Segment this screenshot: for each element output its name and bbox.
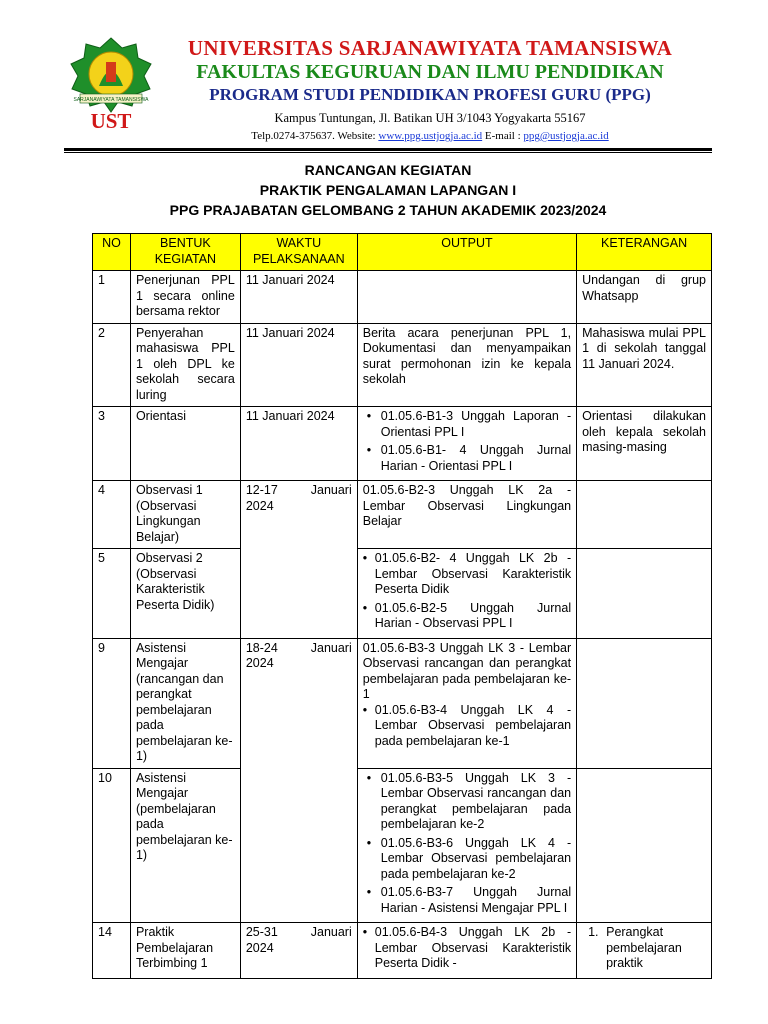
header-output: OUTPUT bbox=[357, 234, 576, 271]
cell-keterangan bbox=[577, 923, 712, 979]
header-rule-thin bbox=[64, 152, 712, 153]
cell-bentuk: Penyerahan mahasiswa PPL 1 oleh DPL ke sekolah secara luring bbox=[130, 323, 240, 407]
university-name: UNIVERSITAS SARJANAWIYATA TAMANSISWA bbox=[187, 36, 673, 60]
cell-keterangan bbox=[577, 481, 712, 549]
cell-output bbox=[357, 638, 576, 768]
letterhead-text bbox=[160, 36, 700, 144]
cell-keterangan: Undangan di grup Whatsapp bbox=[577, 271, 712, 324]
faculty-name: FAKULTAS KEGURUAN DAN ILMU PENDIDIKAN bbox=[196, 61, 664, 83]
output-item: • 01.05.6-B3-5 Unggah LK 3 - Lembar Observasi rancangan dan perangkat pembelajaran pada pembelajaran ke-2 bbox=[363, 771, 571, 833]
cell-output bbox=[357, 549, 576, 639]
header-keterangan: KETERANGAN bbox=[577, 234, 712, 271]
output-item: • 01.05.6-B2-5 Unggah Jurnal Harian - Observasi PPL I bbox=[363, 601, 571, 632]
output-item: • 01.05.6-B2- 4 Unggah LK 2b - Lembar Observasi Karakteristik Peserta Didik bbox=[363, 551, 571, 598]
cell-no: 2 bbox=[93, 323, 131, 407]
cell-no: 5 bbox=[93, 549, 131, 639]
output-item: • 01.05.6-B3-6 Unggah LK 4 - Lembar Observasi pembelajaran pada pembelajaran ke-2 bbox=[363, 836, 571, 883]
cell-bentuk: Observasi 2 (Observasi Karakteristik Peserta Didik) bbox=[130, 549, 240, 639]
program-name: PROGRAM STUDI PENDIDIKAN PROFESI GURU (PPG) bbox=[209, 85, 651, 104]
cell-waktu: 12-17 Januari 2024 bbox=[240, 481, 357, 639]
cell-bentuk: Observasi 1 (Observasi Lingkungan Belajar) bbox=[130, 481, 240, 549]
telephone-label: Telp.0274-375637. Website: bbox=[251, 130, 379, 142]
table-row bbox=[93, 271, 712, 324]
cell-keterangan bbox=[577, 768, 712, 923]
cell-output bbox=[357, 768, 576, 923]
header-waktu: WAKTU PELAKSANAAN bbox=[240, 234, 357, 271]
title-line-2: PRAKTIK PENGALAMAN LAPANGAN I bbox=[259, 182, 517, 198]
cell-bentuk: Asistensi Mengajar (rancangan dan perangkat pembelajaran pada pembelajaran ke-1) bbox=[130, 638, 240, 768]
cell-no: 1 bbox=[93, 271, 131, 324]
table-row bbox=[93, 923, 712, 979]
cell-waktu: 18-24 Januari 2024 bbox=[240, 638, 357, 923]
website-link[interactable]: www.ppg.ustjogja.ac.id bbox=[378, 130, 483, 142]
logo-ust-text: UST bbox=[90, 109, 132, 133]
cell-waktu: 11 Januari 2024 bbox=[240, 407, 357, 481]
header-bentuk: BENTUK KEGIATAN bbox=[130, 234, 240, 271]
keterangan-item-text: Perangkat pembelajaran praktik bbox=[606, 925, 682, 970]
cell-output: Berita acara penerjunan PPL 1, Dokumentasi dan menyampaikan surat permohonan izin ke kepala sekolah bbox=[357, 323, 576, 407]
title-line-1: RANCANGAN KEGIATAN bbox=[304, 162, 472, 178]
cell-bentuk: Penerjunan PPL 1 secara online bersama rektor bbox=[130, 271, 240, 324]
output-text: 01.05.6-B3-3 Unggah LK 3 - Lembar Observasi rancangan dan perangkat pembelajaran pada pembelajaran ke-1 bbox=[362, 640, 572, 701]
activity-table bbox=[92, 233, 712, 979]
cell-output: 01.05.6-B2-3 Unggah LK 2a - Lembar Observasi Lingkungan Belajar bbox=[357, 481, 576, 549]
output-item: • 01.05.6-B1- 4 Unggah Jurnal Harian - Orientasi PPL I bbox=[363, 443, 571, 474]
email-link[interactable]: ppg@ustjogja.ac.id bbox=[523, 130, 609, 142]
email-label: E-mail : bbox=[482, 130, 524, 142]
header-no: NO bbox=[93, 234, 131, 271]
output-item: • 01.05.6-B3-4 Unggah LK 4 - Lembar Observasi pembelajaran pada pembelajaran ke-1 bbox=[363, 703, 571, 750]
cell-bentuk: Praktik Pembelajaran Terbimbing 1 bbox=[130, 923, 240, 979]
output-item: • 01.05.6-B4-3 Unggah LK 2b - Lembar Observasi Karakteristik Peserta Didik - bbox=[363, 925, 571, 972]
cell-bentuk: Asistensi Mengajar (pembelajaran pada pembelajaran ke-1) bbox=[130, 768, 240, 923]
table-row bbox=[93, 323, 712, 407]
cell-no: 3 bbox=[93, 407, 131, 481]
address: Kampus Tuntungan, Jl. Batikan UH 3/1043 Yogyakarta 55167 bbox=[274, 111, 586, 125]
cell-keterangan: Mahasiswa mulai PPL 1 di sekolah tanggal 11 Januari 2024. bbox=[577, 323, 712, 407]
cell-no: 4 bbox=[93, 481, 131, 549]
cell-bentuk: Orientasi bbox=[130, 407, 240, 481]
keterangan-item-number: 1. bbox=[588, 925, 599, 939]
cell-keterangan: Orientasi dilakukan oleh kepala sekolah masing-masing bbox=[577, 407, 712, 481]
table-row bbox=[93, 768, 712, 923]
cell-waktu: 25-31 Januari 2024 bbox=[240, 923, 357, 979]
cell-waktu: 11 Januari 2024 bbox=[240, 323, 357, 407]
cell-output bbox=[357, 271, 576, 324]
cell-keterangan bbox=[577, 638, 712, 768]
cell-output bbox=[357, 407, 576, 481]
table-header-row bbox=[93, 234, 712, 271]
table-row bbox=[93, 407, 712, 481]
title-line-3: PPG PRAJABATAN GELOMBANG 2 TAHUN AKADEMIK 2023/2024 bbox=[169, 202, 607, 218]
contact-line bbox=[160, 128, 700, 144]
cell-waktu: 11 Januari 2024 bbox=[240, 271, 357, 324]
table-row bbox=[93, 638, 712, 768]
header-rule-thick bbox=[64, 148, 712, 151]
cell-no: 14 bbox=[93, 923, 131, 979]
document-titles bbox=[64, 160, 712, 220]
table-row bbox=[93, 549, 712, 639]
output-item: • 01.05.6-B1-3 Unggah Laporan - Orientasi PPL I bbox=[363, 409, 571, 440]
cell-no: 9 bbox=[93, 638, 131, 768]
output-item: • 01.05.6-B3-7 Unggah Jurnal Harian - Asistensi Mengajar PPL I bbox=[363, 885, 571, 916]
cell-keterangan bbox=[577, 549, 712, 639]
logo-banner-text: SARJANAWIYATA TAMANSISWA bbox=[73, 97, 149, 103]
university-logo bbox=[66, 34, 156, 134]
letterhead bbox=[0, 0, 768, 150]
cell-no: 10 bbox=[93, 768, 131, 923]
keterangan-item bbox=[582, 925, 706, 972]
table-row bbox=[93, 481, 712, 549]
cell-output bbox=[357, 923, 576, 979]
